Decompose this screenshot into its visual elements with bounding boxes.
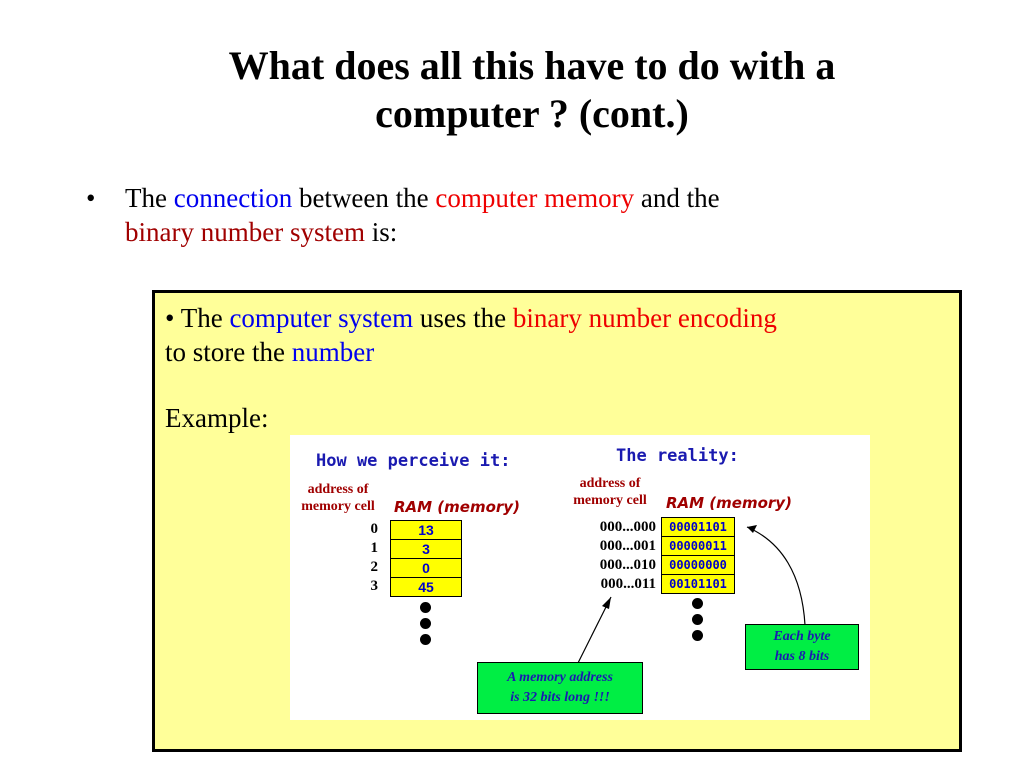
left-address: 1 — [370, 540, 378, 556]
right-ram-cell: 00001101 — [662, 518, 734, 537]
left-address: 2 — [370, 559, 378, 575]
right-address: 000...001 — [599, 538, 656, 554]
continuation-dot — [692, 614, 703, 625]
right-address-heading — [564, 475, 656, 509]
left-address-column — [360, 520, 378, 596]
box-statement-part1: • The — [165, 303, 230, 333]
right-address-heading-line1: address of — [579, 476, 641, 491]
left-ram-cell: 0 — [391, 559, 461, 578]
right-ram-cells — [661, 517, 735, 594]
right-ram-cell: 00000011 — [662, 537, 734, 556]
computer-system-term: computer system — [229, 303, 414, 333]
bullet-text-part4: is: — [364, 217, 398, 247]
address-size-note-line2: is 32 bits long !!! — [510, 690, 610, 705]
continuation-dot — [692, 630, 703, 641]
box-statement-part3: to store the — [165, 337, 292, 367]
right-address: 000...010 — [599, 557, 656, 573]
left-ram-cell: 45 — [418, 579, 434, 595]
right-ram-cell: 00000000 — [662, 556, 734, 575]
perceive-heading: How we perceive it: — [316, 451, 511, 471]
right-address-column — [580, 518, 656, 594]
continuation-dot — [420, 618, 431, 629]
left-ram-cell: 13 — [391, 521, 461, 540]
left-address-heading-line1: address of — [307, 482, 369, 497]
right-address: 000...011 — [600, 576, 656, 592]
right-ram-heading: RAM (memory) — [666, 494, 792, 512]
bullet-text-part2: between the — [292, 183, 436, 213]
continuation-dot — [420, 634, 431, 645]
slide-title-line1: What does all this have to do with a — [228, 43, 836, 88]
byte-note-arrow — [747, 527, 805, 625]
slide-title-line2: computer ? (cont.) — [375, 91, 689, 136]
bullet-text-part3: and the — [634, 183, 720, 213]
address-size-note-line1: A memory address — [507, 670, 613, 685]
left-ram-cell: 3 — [391, 540, 461, 559]
address-size-note — [477, 662, 643, 714]
byte-size-note — [745, 624, 859, 670]
right-ram-cell: 00101101 — [669, 577, 727, 591]
left-address-heading — [292, 481, 384, 515]
box-statement-part2: uses the — [413, 303, 513, 333]
example-label: Example: — [165, 403, 269, 433]
left-address: 3 — [370, 578, 378, 594]
left-ram-heading: RAM (memory) — [394, 498, 520, 516]
bullet-marker: • — [86, 183, 96, 213]
binary-number-encoding-term: binary number encoding — [512, 303, 777, 333]
byte-size-note-line2: has 8 bits — [774, 649, 830, 664]
connection-term: connection — [173, 183, 293, 213]
continuation-dot — [420, 602, 431, 613]
bullet-text-part1: The — [125, 183, 174, 213]
bullet-text — [125, 181, 965, 249]
left-address-heading-line2: memory cell — [301, 499, 375, 514]
left-ram-cells — [390, 520, 462, 597]
binary-number-system-term: binary number system — [125, 217, 365, 247]
right-address-heading-line2: memory cell — [573, 493, 647, 508]
memory-diagram — [290, 435, 870, 720]
left-address: 0 — [370, 521, 378, 537]
number-term: number — [291, 337, 375, 367]
right-address: 000...000 — [599, 519, 656, 535]
slide-title — [80, 42, 984, 138]
address-note-arrowhead — [602, 597, 611, 609]
continuation-dot — [692, 598, 703, 609]
reality-heading: The reality: — [616, 446, 739, 466]
computer-memory-term: computer memory — [435, 183, 635, 213]
byte-size-note-line1: Each byte — [773, 629, 831, 644]
box-statement — [165, 301, 955, 369]
